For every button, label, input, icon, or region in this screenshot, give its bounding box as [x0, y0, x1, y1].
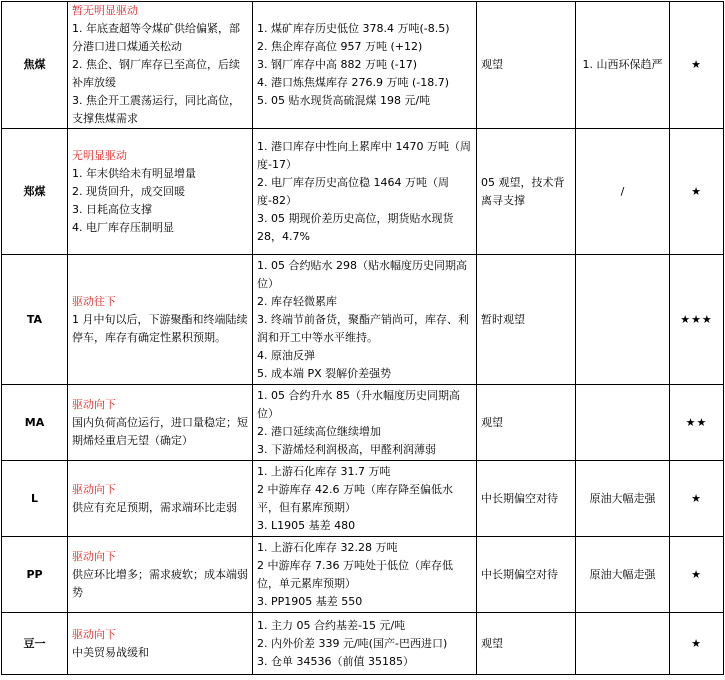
risk-cell — [576, 613, 670, 675]
commodity-table — [1, 1, 724, 675]
commodity-name: TA — [2, 255, 68, 385]
driver-cell — [68, 255, 253, 385]
rating-stars: ★ — [670, 2, 724, 129]
table-row — [2, 537, 724, 613]
data-cell — [253, 255, 477, 385]
data-line: 1. 主力 05 合约基差-15 元/吨 — [257, 618, 406, 632]
risk-cell: 原油大幅走强 — [576, 461, 670, 537]
data-line: 1. 上游石化库存 31.7 万吨 — [257, 464, 391, 478]
view-cell: 观望 — [477, 385, 576, 461]
rating-stars: ★ — [670, 613, 724, 675]
data-line: 4. 港口炼焦煤库存 276.9 万吨 (-18.7) — [257, 76, 450, 89]
table-row — [2, 129, 724, 255]
driver-line: 中美贸易战缓和 — [72, 645, 149, 659]
data-line: 5. 成本端 PX 裂解价差强势 — [257, 366, 392, 380]
commodity-name: PP — [2, 537, 68, 613]
data-cell — [253, 385, 477, 461]
driver-line: 供应有充足预期，需求端环比走弱 — [72, 500, 237, 514]
view-cell: 观望 — [477, 2, 576, 129]
data-line: 2. 港口延续高位继续增加 — [257, 424, 381, 438]
data-line: 3. L1905 基差 480 — [257, 518, 356, 532]
driver-line: 2. 焦企、钢厂库存已至高位，后续补库放缓 — [72, 58, 240, 89]
driver-line: 1 月中旬以后，下游聚酯和终端陆续停车，库存有确定性累积预期。 — [72, 312, 248, 344]
data-line: 1. 上游石化库存 32.28 万吨 — [257, 540, 398, 554]
commodity-name: 豆一 — [2, 613, 68, 675]
risk-cell: 1. 山西环保趋严 — [576, 2, 670, 129]
rating-stars: ★ — [670, 461, 724, 537]
rating-stars: ★ — [670, 129, 724, 255]
driver-title: 驱动向下 — [72, 549, 116, 563]
data-line: 2. 电厂库存历史高位稳 1464 万吨（周度-82） — [257, 175, 449, 207]
driver-title: 暂无明显驱动 — [72, 4, 138, 17]
commodity-name: 郑煤 — [2, 129, 68, 255]
driver-title: 驱动向下 — [72, 482, 116, 496]
view-cell: 05 观望，技术背离寻支撑 — [477, 129, 576, 255]
driver-title: 驱动向下 — [72, 397, 116, 411]
driver-title: 驱动向下 — [72, 627, 116, 641]
table-row — [2, 2, 724, 129]
driver-cell — [68, 461, 253, 537]
driver-cell — [68, 537, 253, 613]
driver-title: 无明显驱动 — [72, 148, 127, 162]
data-line: 3. PP1905 基差 550 — [257, 594, 363, 608]
driver-line: 国内负荷高位运行，进口量稳定；短期烯烃重启无望（确定） — [72, 415, 248, 447]
data-line: 5. 05 贴水现货高硫混煤 198 元/吨 — [257, 94, 431, 107]
view-cell: 观望 — [477, 613, 576, 675]
driver-line: 1. 年底查超等令煤矿供给偏紧，部分港口进口煤通关松动 — [72, 22, 240, 53]
view-cell: 暂时观望 — [477, 255, 576, 385]
commodity-name: 焦煤 — [2, 2, 68, 129]
commodity-name: MA — [2, 385, 68, 461]
data-line: 2. 内外价差 339 元/吨(国产-巴西进口) — [257, 636, 448, 650]
data-line: 1. 煤矿库存历史低位 378.4 万吨(-8.5) — [257, 22, 450, 35]
rating-stars: ★★★ — [670, 255, 724, 385]
driver-line: 4. 电厂库存压制明显 — [72, 220, 174, 234]
driver-cell — [68, 613, 253, 675]
data-line: 3. 下游烯烃利润极高，甲醛利润薄弱 — [257, 442, 436, 456]
view-cell: 中长期偏空对待 — [477, 461, 576, 537]
view-cell: 中长期偏空对待 — [477, 537, 576, 613]
driver-line: 2. 现货回升，成交回暖 — [72, 184, 185, 198]
data-line: 4. 原油反弹 — [257, 348, 315, 362]
data-line: 3. 钢厂库存中高 882 万吨 (-17) — [257, 58, 418, 71]
driver-title: 驱动往下 — [72, 294, 116, 308]
driver-cell — [68, 385, 253, 461]
data-cell — [253, 2, 477, 129]
table-row — [2, 461, 724, 537]
data-line: 3. 05 期现价差历史高位，期货贴水现货 28，4.7% — [257, 211, 454, 243]
data-cell — [253, 613, 477, 675]
driver-cell — [68, 2, 253, 129]
data-cell — [253, 129, 477, 255]
driver-cell — [68, 129, 253, 255]
table-row — [2, 255, 724, 385]
table-row — [2, 385, 724, 461]
data-line: 2. 焦企库存高位 957 万吨 (+12) — [257, 40, 423, 53]
data-line: 1. 05 合约贴水 298（贴水幅度历史同期高位） — [257, 258, 467, 290]
table-row — [2, 613, 724, 675]
data-cell — [253, 461, 477, 537]
driver-line: 3. 日耗高位支撑 — [72, 202, 152, 216]
data-line: 3. 仓单 34536（前值 35185） — [257, 654, 414, 668]
data-line: 3. 终端节前备货，聚酯产销尚可，库存、利润和开工中等水平维持。 — [257, 312, 469, 344]
data-line: 2. 库存轻微累库 — [257, 294, 337, 308]
data-line: 2 中游库存 7.36 万吨处于低位（库存低位，单元累库预期） — [257, 558, 453, 590]
rating-stars: ★★ — [670, 385, 724, 461]
risk-cell — [576, 255, 670, 385]
data-cell — [253, 537, 477, 613]
rating-stars: ★ — [670, 537, 724, 613]
risk-cell: / — [576, 129, 670, 255]
driver-line: 1. 年末供给未有明显增量 — [72, 166, 196, 180]
data-line: 1. 05 合约升水 85（升水幅度历史同期高位） — [257, 388, 460, 420]
data-line: 1. 港口库存中性向上累库中 1470 万吨（周度-17） — [257, 139, 471, 171]
risk-cell: 原油大幅走强 — [576, 537, 670, 613]
risk-cell — [576, 385, 670, 461]
driver-line: 供应环比增多；需求疲软；成本端弱势 — [72, 567, 248, 599]
data-line: 2 中游库存 42.6 万吨（库存降至偏低水平，但有累库预期） — [257, 482, 453, 514]
commodity-name: L — [2, 461, 68, 537]
driver-line: 3. 焦企开工震荡运行，同比高位，支撑焦煤需求 — [72, 94, 240, 125]
